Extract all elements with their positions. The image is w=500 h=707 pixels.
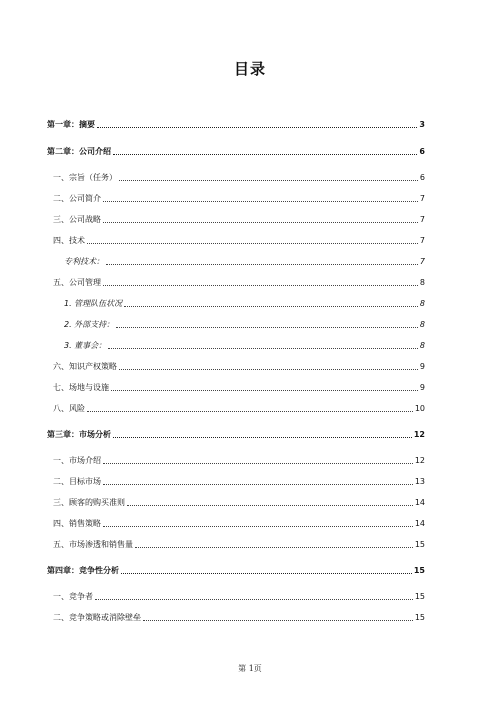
toc-entry-chapter-3[interactable] xyxy=(47,426,425,440)
toc-entry-page: 9 xyxy=(419,383,425,392)
toc-entry-page: 8 xyxy=(419,341,425,350)
toc-entry-page: 3 xyxy=(419,120,425,129)
toc-entry-page: 8 xyxy=(419,299,425,308)
toc-entry-page: 15 xyxy=(414,540,425,549)
dot-leader xyxy=(103,201,418,202)
toc-entry-label: 第四章：竞争性分析 xyxy=(47,566,119,575)
dot-leader xyxy=(87,243,418,244)
toc-entry-label: 专利技术： xyxy=(64,257,104,266)
dot-leader xyxy=(103,285,418,286)
toc-entry-page: 14 xyxy=(414,519,425,528)
toc-entry-section[interactable] xyxy=(53,358,425,372)
toc-entry-label: 四、销售策略 xyxy=(53,519,101,528)
table-of-contents xyxy=(47,0,425,707)
dot-leader xyxy=(108,348,418,349)
toc-entry-chapter-4[interactable] xyxy=(47,562,425,576)
dot-leader xyxy=(103,526,413,527)
toc-entry-section[interactable] xyxy=(53,494,425,508)
toc-entry-section[interactable] xyxy=(53,609,425,623)
dot-leader xyxy=(97,127,417,128)
toc-entry-label: 二、目标市场 xyxy=(53,477,101,486)
toc-entry-page: 12 xyxy=(413,430,425,439)
toc-entry-section[interactable] xyxy=(53,232,425,246)
dot-leader xyxy=(103,463,413,464)
toc-entry-section[interactable] xyxy=(53,190,425,204)
dot-leader xyxy=(121,573,412,574)
toc-entry-page: 12 xyxy=(414,456,425,465)
toc-entry-page: 6 xyxy=(419,173,425,182)
dot-leader xyxy=(127,505,413,506)
dot-leader xyxy=(103,484,413,485)
toc-title: 目录 xyxy=(233,60,266,78)
dot-leader xyxy=(113,437,412,438)
toc-entry-section[interactable] xyxy=(53,588,425,602)
toc-entry-label: 一、宗旨（任务） xyxy=(53,173,117,182)
toc-entry-page: 7 xyxy=(419,236,425,245)
toc-entry-page: 15 xyxy=(414,592,425,601)
toc-entry-label: 五、公司管理 xyxy=(53,278,101,287)
toc-entry-subsection[interactable] xyxy=(64,337,425,351)
dot-leader xyxy=(116,327,418,328)
toc-entry-label: 一、竞争者 xyxy=(53,592,93,601)
dot-leader xyxy=(119,369,418,370)
toc-entry-label: 六、知识产权策略 xyxy=(53,362,117,371)
toc-entry-page: 7 xyxy=(419,257,425,266)
toc-entry-label: 第一章：摘要 xyxy=(47,120,95,129)
dot-leader xyxy=(143,620,413,621)
dot-leader xyxy=(124,306,418,307)
toc-entry-label: 八、风险 xyxy=(53,404,85,413)
toc-entry-page: 14 xyxy=(414,498,425,507)
toc-entry-chapter-2[interactable] xyxy=(47,143,425,157)
toc-entry-label: 二、竞争策略或消除壁垒 xyxy=(53,613,141,622)
toc-entry-label: 七、场地与设施 xyxy=(53,383,109,392)
toc-entry-label: 一、市场介绍 xyxy=(53,456,101,465)
toc-entry-chapter-1[interactable] xyxy=(47,116,425,130)
toc-entry-section[interactable] xyxy=(53,452,425,466)
toc-entry-page: 15 xyxy=(414,613,425,622)
toc-entry-label: 1. 管理队伍状况 xyxy=(64,299,123,308)
dot-leader xyxy=(87,411,413,412)
toc-entry-page: 8 xyxy=(419,278,425,287)
toc-entry-label: 第三章：市场分析 xyxy=(47,430,111,439)
toc-entry-section[interactable] xyxy=(53,379,425,393)
toc-entry-page: 9 xyxy=(419,362,425,371)
toc-entry-label: 四、技术 xyxy=(53,236,85,245)
toc-entry-section[interactable] xyxy=(53,515,425,529)
toc-entry-label: 三、顾客的购买准则 xyxy=(53,498,125,507)
dot-leader xyxy=(119,180,418,181)
toc-entry-page: 10 xyxy=(414,404,425,413)
toc-entry-section[interactable] xyxy=(53,473,425,487)
toc-entry-subsection[interactable] xyxy=(64,295,425,309)
toc-entry-section[interactable] xyxy=(53,400,425,414)
toc-entry-subsection[interactable] xyxy=(64,316,425,330)
toc-entry-label: 五、市场渗透和销售量 xyxy=(53,540,133,549)
dot-leader xyxy=(135,547,413,548)
toc-entry-section[interactable] xyxy=(53,169,425,183)
page-footer: 第 1页 xyxy=(238,664,262,673)
dot-leader xyxy=(95,599,413,600)
toc-entry-label: 2. 外部支持： xyxy=(64,320,115,329)
dot-leader xyxy=(106,264,418,265)
toc-entry-section[interactable] xyxy=(53,211,425,225)
dot-leader xyxy=(111,390,418,391)
toc-entry-label: 第二章：公司介绍 xyxy=(47,147,111,156)
toc-entry-label: 二、公司简介 xyxy=(53,194,101,203)
toc-entry-subsection[interactable] xyxy=(64,253,425,267)
toc-entry-label: 3. 董事会： xyxy=(64,341,107,350)
toc-entry-section[interactable] xyxy=(53,274,425,288)
toc-entry-page: 7 xyxy=(419,194,425,203)
toc-entry-section[interactable] xyxy=(53,536,425,550)
dot-leader xyxy=(113,154,417,155)
toc-entry-page: 7 xyxy=(419,215,425,224)
toc-entry-page: 13 xyxy=(414,477,425,486)
dot-leader xyxy=(103,222,418,223)
toc-entry-page: 8 xyxy=(419,320,425,329)
toc-entry-label: 三、公司战略 xyxy=(53,215,101,224)
toc-entry-page: 15 xyxy=(413,566,425,575)
toc-entry-page: 6 xyxy=(419,147,425,156)
